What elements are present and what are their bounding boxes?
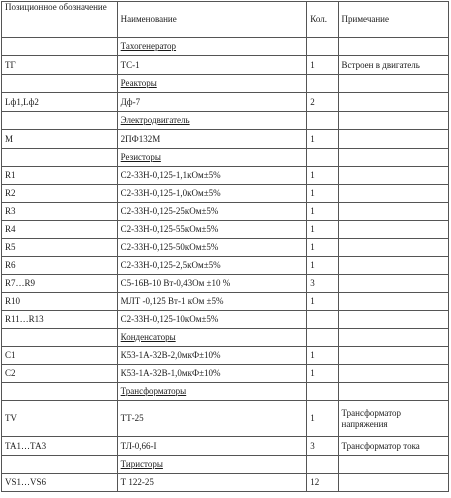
item-name: К53-1А-32В-2,0мкФ±10% (117, 347, 307, 365)
quantity-cell (307, 38, 338, 56)
item-name: С2-33Н-0,125-55кОм±5% (117, 221, 307, 239)
section-row (2, 149, 449, 167)
item-row (2, 56, 449, 75)
section-title: Электродвигатель (117, 112, 307, 130)
quantity-cell (307, 456, 338, 474)
item-row (2, 311, 449, 329)
quantity-cell (307, 75, 338, 93)
section-title: Трансформаторы (117, 383, 307, 401)
item-name: С2-33Н-0,125-25кОм±5% (117, 203, 307, 221)
quantity-cell: 2 (307, 93, 338, 112)
item-row (2, 221, 449, 239)
quantity-cell: 1 (307, 365, 338, 383)
quantity-cell: 3 (307, 437, 338, 456)
item-name: Т 122-25 (117, 474, 307, 492)
note-cell (338, 38, 448, 56)
note-cell (338, 365, 448, 383)
note-cell: Трансформатор тока (338, 437, 448, 456)
item-name: С2-33Н-0,125-10кОм±5% (117, 311, 307, 329)
quantity-cell: 1 (307, 293, 338, 311)
note-cell: Встроен в двигатель (338, 56, 448, 75)
item-row (2, 130, 449, 149)
item-name: 2ПФ132М (117, 130, 307, 149)
position-cell: R11…R13 (2, 311, 118, 329)
item-row (2, 203, 449, 221)
quantity-cell (307, 112, 338, 130)
note-cell (338, 167, 448, 185)
position-cell: R2 (2, 185, 118, 203)
position-cell: Lф1,Lф2 (2, 93, 118, 112)
header-row (2, 2, 449, 38)
section-position-cell (2, 456, 118, 474)
item-row (2, 437, 449, 456)
section-row (2, 75, 449, 93)
item-row (2, 185, 449, 203)
item-row (2, 347, 449, 365)
section-title: Тиристоры (117, 456, 307, 474)
position-cell: VS1…VS6 (2, 474, 118, 492)
item-row (2, 93, 449, 112)
quantity-cell: 1 (307, 203, 338, 221)
item-row (2, 401, 449, 437)
note-cell (338, 329, 448, 347)
header-note: Примечание (338, 2, 448, 38)
section-position-cell (2, 75, 118, 93)
item-name: ТЛ-0,66-I (117, 437, 307, 456)
section-row (2, 112, 449, 130)
note-cell (338, 311, 448, 329)
section-title: Реакторы (117, 75, 307, 93)
note-cell (338, 275, 448, 293)
section-title: Резисторы (117, 149, 307, 167)
note-cell (338, 185, 448, 203)
item-row (2, 474, 449, 492)
section-position-cell (2, 329, 118, 347)
quantity-cell: 1 (307, 221, 338, 239)
position-cell: С1 (2, 347, 118, 365)
specification-table (1, 1, 449, 492)
section-title: Тахогенератор (117, 38, 307, 56)
quantity-cell: 1 (307, 130, 338, 149)
item-name: МЛТ -0,125 Вт-1 кОм ±5% (117, 293, 307, 311)
header-qty: Кол. (307, 2, 338, 38)
note-cell (338, 203, 448, 221)
position-cell: R7…R9 (2, 275, 118, 293)
item-name: С2-33Н-0,125-2,5кОм±5% (117, 257, 307, 275)
item-row (2, 239, 449, 257)
note-cell (338, 149, 448, 167)
section-row (2, 383, 449, 401)
item-row (2, 257, 449, 275)
header-name: Наименование (117, 2, 307, 38)
quantity-cell: 1 (307, 239, 338, 257)
quantity-cell (307, 149, 338, 167)
note-cell (338, 257, 448, 275)
note-cell (338, 347, 448, 365)
position-cell: R6 (2, 257, 118, 275)
position-cell: R3 (2, 203, 118, 221)
note-cell (338, 456, 448, 474)
position-cell: R5 (2, 239, 118, 257)
item-name: Дф-7 (117, 93, 307, 112)
section-position-cell (2, 383, 118, 401)
quantity-cell: 1 (307, 401, 338, 437)
item-name: К53-1А-32В-1,0мкФ±10% (117, 365, 307, 383)
note-cell (338, 239, 448, 257)
quantity-cell: 1 (307, 185, 338, 203)
position-cell: R1 (2, 167, 118, 185)
note-cell (338, 93, 448, 112)
item-row (2, 365, 449, 383)
item-name: С2-33Н-0,125-1,0кОм±5% (117, 185, 307, 203)
note-cell (338, 293, 448, 311)
section-row (2, 456, 449, 474)
quantity-cell (307, 311, 338, 329)
item-name: С2-33Н-0,125-1,1кОм±5% (117, 167, 307, 185)
section-position-cell (2, 38, 118, 56)
position-cell: М (2, 130, 118, 149)
quantity-cell: 1 (307, 167, 338, 185)
quantity-cell: 3 (307, 275, 338, 293)
position-cell: ТА1…ТА3 (2, 437, 118, 456)
note-cell (338, 474, 448, 492)
note-cell (338, 221, 448, 239)
position-cell: TV (2, 401, 118, 437)
position-cell: С2 (2, 365, 118, 383)
section-row (2, 38, 449, 56)
quantity-cell: 1 (307, 56, 338, 75)
quantity-cell: 1 (307, 257, 338, 275)
item-name: ТС-1 (117, 56, 307, 75)
quantity-cell (307, 329, 338, 347)
specification-body (2, 2, 449, 492)
position-cell: R4 (2, 221, 118, 239)
note-cell (338, 383, 448, 401)
item-name: С5-16В-10 Вт-0,43Ом ±10 % (117, 275, 307, 293)
item-row (2, 275, 449, 293)
section-position-cell (2, 149, 118, 167)
section-row (2, 329, 449, 347)
header-position: Позиционное обозначение (2, 2, 118, 38)
note-cell (338, 75, 448, 93)
section-title: Конденсаторы (117, 329, 307, 347)
item-name: ТТ-25 (117, 401, 307, 437)
note-cell: Трансформатор напряжения (338, 401, 448, 437)
quantity-cell: 12 (307, 474, 338, 492)
item-row (2, 293, 449, 311)
note-cell (338, 130, 448, 149)
item-name: С2-33Н-0,125-50кОм±5% (117, 239, 307, 257)
quantity-cell: 1 (307, 347, 338, 365)
section-position-cell (2, 112, 118, 130)
position-cell: ТГ (2, 56, 118, 75)
item-row (2, 167, 449, 185)
quantity-cell (307, 383, 338, 401)
position-cell: R10 (2, 293, 118, 311)
note-cell (338, 112, 448, 130)
